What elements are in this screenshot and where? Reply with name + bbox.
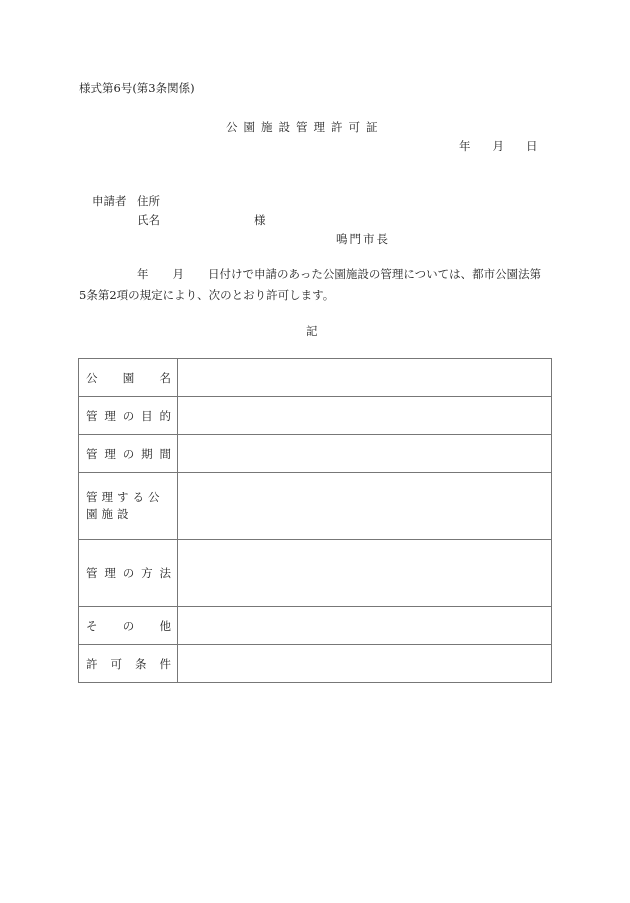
label-char: 方: [141, 566, 153, 580]
label-char: 管: [86, 408, 98, 423]
label-char: 目: [141, 408, 153, 423]
honorific: 様: [254, 213, 266, 227]
issuer: 鳴門市長: [336, 232, 390, 246]
row-label: [79, 645, 178, 683]
label-char: の: [122, 566, 135, 580]
label-char: 条: [135, 656, 147, 671]
name-label: 氏名: [137, 213, 160, 227]
applicant-label: 申請者: [92, 194, 127, 208]
date-line: [459, 138, 538, 154]
label-char: の: [122, 408, 135, 423]
label-char: 園: [122, 370, 135, 385]
label-char: 可: [110, 656, 122, 671]
body-line-1: [79, 266, 541, 282]
body-text-1: 日付けで申請のあった公園施設の管理については、都市公園法第: [208, 267, 542, 281]
table-row: [79, 397, 552, 435]
row-label: [79, 473, 178, 540]
table-row: [79, 359, 552, 397]
form-number: 様式第6号(第3条関係): [79, 81, 195, 95]
label-char: 理: [104, 446, 116, 461]
label-char: そ: [86, 618, 98, 633]
label-char: の: [122, 618, 135, 633]
label-char: 許: [86, 656, 98, 671]
row-label: [79, 435, 178, 473]
row-value[interactable]: [178, 359, 552, 397]
date-month: 月: [492, 139, 504, 153]
row-value[interactable]: [178, 540, 552, 607]
label-char: 他: [159, 618, 171, 633]
row-value[interactable]: [178, 397, 552, 435]
label-char: 期: [141, 446, 153, 461]
date-year: 年: [459, 139, 471, 153]
ki-heading: 記: [306, 324, 318, 338]
permit-table: [78, 358, 552, 683]
label-char: 公: [86, 370, 98, 385]
row-value[interactable]: [178, 473, 552, 540]
label-text: 管理する公園施設: [86, 490, 164, 521]
body-month: 月: [172, 267, 184, 281]
row-value[interactable]: [178, 435, 552, 473]
table-row: [79, 607, 552, 645]
label-char: の: [122, 446, 135, 461]
row-value[interactable]: [178, 607, 552, 645]
table-row: [79, 435, 552, 473]
page-title: 公園施設管理許可証: [226, 120, 384, 134]
body-line-2: 5条第2項の規定により、次のとおり許可します。: [79, 288, 335, 302]
date-day: 日: [526, 139, 538, 153]
label-char: 管: [86, 566, 98, 580]
row-label: [79, 607, 178, 645]
label-char: 間: [159, 446, 171, 461]
label-char: 件: [159, 656, 171, 671]
row-label: [79, 359, 178, 397]
row-label: [79, 540, 178, 607]
table-row: [79, 540, 552, 607]
label-char: 管: [86, 446, 98, 461]
table-row: [79, 645, 552, 683]
address-label: 住所: [137, 194, 160, 208]
row-label: [79, 397, 178, 435]
label-char: 理: [104, 566, 116, 580]
label-char: 法: [159, 566, 171, 580]
table-row: [79, 473, 552, 540]
label-char: 名: [159, 370, 171, 385]
row-value[interactable]: [178, 645, 552, 683]
label-char: 的: [159, 408, 171, 423]
body-year: 年: [137, 267, 149, 281]
label-char: 理: [104, 408, 116, 423]
